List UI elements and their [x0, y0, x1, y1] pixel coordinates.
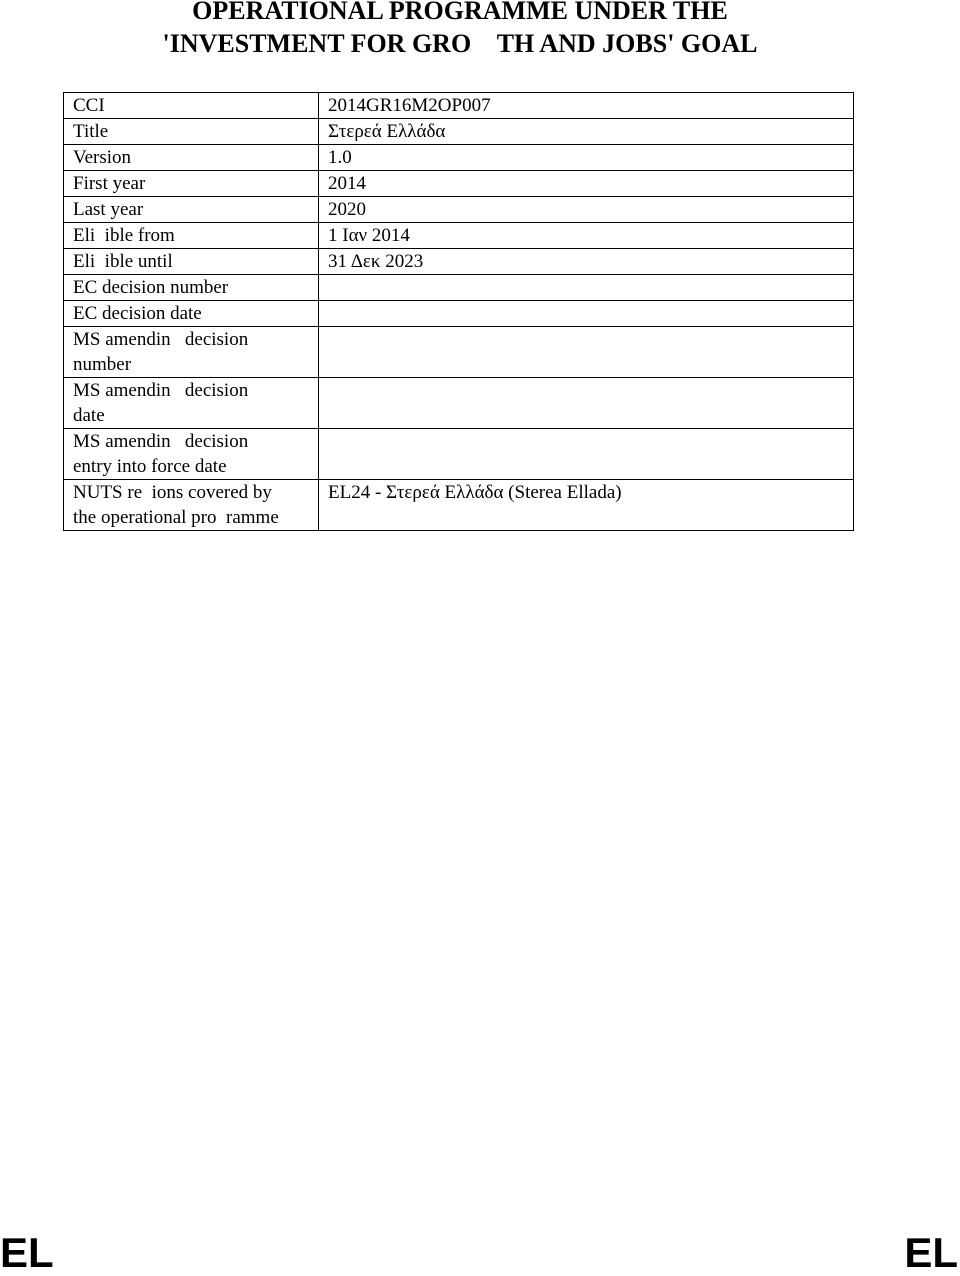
- table-row-ms-amending-decision-entry-date: [64, 429, 854, 480]
- row-value: 2014GR16M2OP007: [319, 93, 854, 119]
- table-row-nuts-regions: [64, 480, 854, 531]
- row-label: MS amendin decision number: [64, 327, 319, 378]
- row-value: [319, 275, 854, 301]
- row-value: [319, 429, 854, 480]
- table-row-cci: [64, 93, 854, 119]
- row-label: EC decision number: [64, 275, 319, 301]
- row-value: 1.0: [319, 145, 854, 171]
- table-row-ms-amending-decision-date: [64, 378, 854, 429]
- row-label: MS amendin decision entry into force date: [64, 429, 319, 480]
- row-label: Last year: [64, 197, 319, 223]
- row-label: NUTS re ions covered by the operational pro ramme: [64, 480, 319, 531]
- row-value: 2020: [319, 197, 854, 223]
- table-row-eligible-until: [64, 249, 854, 275]
- table-row-version: [64, 145, 854, 171]
- row-value: 2014: [319, 171, 854, 197]
- row-value: 1 Ιαν 2014: [319, 223, 854, 249]
- footer-language-code-right: EL: [904, 1229, 958, 1276]
- row-value: EL24 - Στερεά Ελλάδα (Sterea Ellada): [319, 480, 854, 531]
- row-label: Eli ible until: [64, 249, 319, 275]
- title-line-2: 'INVESTMENT FOR GRO TH AND JOBS' GOAL: [162, 29, 758, 58]
- row-label: Eli ible from: [64, 223, 319, 249]
- footer-language-code-left: EL: [0, 1229, 54, 1276]
- row-value: [319, 301, 854, 327]
- row-label: CCI: [64, 93, 319, 119]
- table-row-ec-decision-date: [64, 301, 854, 327]
- row-label: First year: [64, 171, 319, 197]
- table-row-first-year: [64, 171, 854, 197]
- table-row-title: [64, 119, 854, 145]
- table-row-ms-amending-decision-number: [64, 327, 854, 378]
- row-label: EC decision date: [64, 301, 319, 327]
- row-value: 31 Δεκ 2023: [319, 249, 854, 275]
- table-row-ec-decision-number: [64, 275, 854, 301]
- row-value: Στερεά Ελλάδα: [319, 119, 854, 145]
- row-label: MS amendin decision date: [64, 378, 319, 429]
- row-value: [319, 378, 854, 429]
- table-row-last-year: [64, 197, 854, 223]
- document-title: [0, 0, 920, 60]
- row-label: Version: [64, 145, 319, 171]
- title-line-1: OPERATIONAL PROGRAMME UNDER THE: [192, 0, 728, 25]
- row-value: [319, 327, 854, 378]
- programme-info-table: [63, 92, 854, 531]
- table-row-eligible-from: [64, 223, 854, 249]
- row-label: Title: [64, 119, 319, 145]
